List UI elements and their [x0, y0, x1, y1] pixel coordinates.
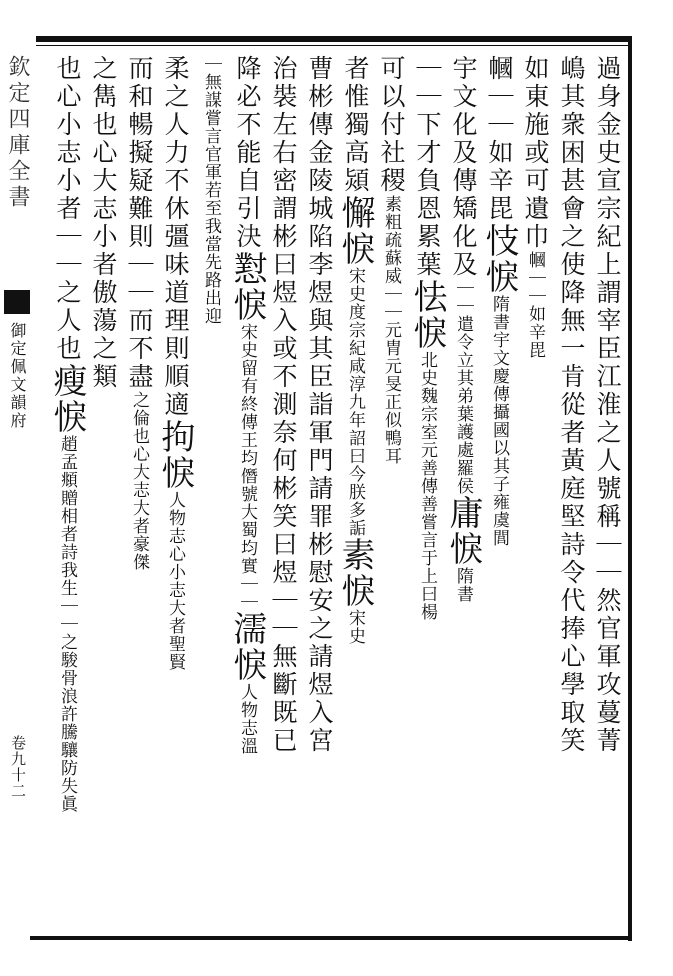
text-column — [479, 55, 519, 547]
text-column — [590, 55, 624, 755]
body-text: 過身金史宣宗紀上謂宰臣江淮之人號稱｜｜然官軍攻蔓菁 — [593, 55, 622, 755]
fold-book-title: 欽定四庫全書 — [5, 55, 30, 211]
text-column — [194, 55, 228, 325]
headword: 懈 — [335, 195, 375, 231]
annotation-text: 隋書宇文慶傳攝國以其子雍虞閭 — [489, 295, 509, 547]
headword: 瘦 — [47, 363, 87, 399]
annotation-text: 之駿骨浪許騰驤防失眞 — [57, 633, 77, 813]
body-text: 柔之人力不休彊味道理則順適 — [161, 55, 190, 419]
text-column — [407, 55, 447, 621]
annotation-text: 宋史留有終傳王均僭號大蜀均實｜｜ — [237, 323, 257, 611]
annotation-text: 人物志溫 — [237, 683, 257, 755]
annotation-text: 趙孟頫贈相者詩我生｜｜ — [57, 435, 77, 633]
body-text: 曹彬傳金陵城陷李煜與其臣詣軍門請罪彬慰安之請煜入宮 — [305, 55, 334, 755]
annotation-text: 宋史 — [345, 609, 365, 645]
body-text: 嶋其衆困甚會之使降無一肯從者黃庭堅詩令代捧心學取笑 — [557, 55, 586, 755]
body-text: 幗｜｜如辛毘 — [485, 55, 514, 223]
body-text: 之雋也心大志小者傲蕩之類 — [89, 55, 118, 391]
headword: 怯 — [407, 279, 447, 315]
headword: 素 — [335, 537, 375, 573]
headword: 懟 — [227, 251, 267, 287]
text-column — [227, 55, 267, 755]
fold-work-title: 御定佩文韻府 — [8, 322, 27, 430]
body-text: 治裝左右密謂彬曰煜入或不測奈何彬笑曰煜｜｜無斷既已 — [269, 55, 298, 755]
headword: 忮 — [479, 223, 519, 259]
fold-page-number: 卷九十二 — [9, 735, 27, 799]
text-column — [335, 55, 375, 645]
headword: 悷 — [335, 231, 375, 267]
top-border-thin-rule — [36, 45, 631, 46]
annotation-text: ｜無謀嘗言官軍若至我當先路出迎 — [201, 55, 221, 325]
text-column — [122, 55, 156, 571]
top-border-rule — [36, 36, 631, 42]
body-text: 可以付社稷 — [377, 55, 406, 195]
body-text: 如東施或可遺巾 — [521, 55, 550, 251]
body-text: 自引決 — [233, 167, 262, 251]
headword: 悷 — [335, 573, 375, 609]
headword: 庸 — [443, 495, 483, 531]
annotation-text: 幗｜｜如辛毘 — [525, 251, 545, 359]
text-column — [155, 55, 195, 671]
annotation-text: 之倫也心大志大者豪傑 — [129, 391, 149, 571]
annotation-text: 宋史度宗紀咸淳九年詔曰今朕多詬 — [345, 267, 365, 537]
headword: 拘 — [155, 419, 195, 455]
text-column — [554, 55, 588, 755]
text-column — [47, 55, 87, 813]
text-column — [518, 55, 552, 359]
body-text: 降必不能 — [233, 55, 262, 167]
body-text: 者惟獨高熲 — [341, 55, 370, 195]
headword: 悷 — [47, 399, 87, 435]
text-column — [266, 55, 300, 755]
annotation-text: 隋書 — [453, 567, 473, 603]
text-column — [302, 55, 336, 755]
headword: 悷 — [227, 287, 267, 323]
headword: 濡 — [227, 611, 267, 647]
text-column — [443, 55, 483, 603]
annotation-text: 人物志心小志大者聖賢 — [165, 491, 185, 671]
body-text: ｜｜下才負恩累葉 — [413, 55, 442, 279]
headword: 悷 — [479, 259, 519, 295]
annotation-text: ｜｜遣令立其弟葉護處羅侯 — [453, 279, 473, 495]
bottom-border-rule — [30, 936, 632, 940]
body-text: 而和暢擬疑難則｜｜而不盡 — [125, 55, 154, 391]
headword: 悷 — [227, 647, 267, 683]
headword: 悷 — [443, 531, 483, 567]
body-text: 也心小志小者｜｜之人也 — [53, 55, 82, 363]
body-text: 宇文化及傳矯化及 — [449, 55, 478, 279]
text-column — [86, 55, 120, 391]
headword: 悷 — [155, 455, 195, 491]
text-column — [374, 55, 408, 465]
fold-fishtail-mark — [4, 290, 30, 314]
right-border-rule — [628, 36, 632, 941]
annotation-text: 素粗疏蘇威｜｜元胄元旻正似鴨耳 — [381, 195, 401, 465]
headword: 悷 — [407, 315, 447, 351]
annotation-text: 北史魏宗室元善傳善嘗言于上曰楊 — [417, 351, 437, 621]
